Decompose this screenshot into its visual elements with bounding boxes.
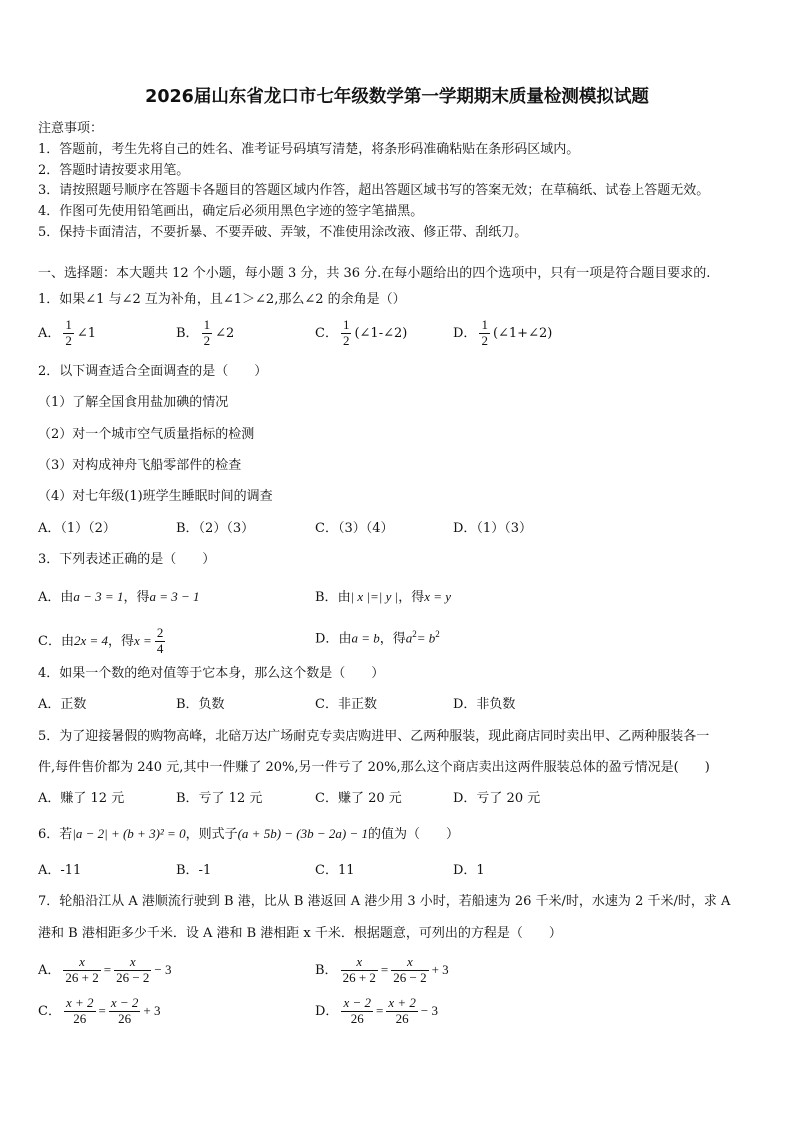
question-4-option-a: A．正数: [38, 697, 87, 712]
section-heading: 一、选择题：本大题共 12 个小题，每小题 3 分，共 36 分.在每小题给出的四个选项中，只有一项是符合题目要求的.: [38, 266, 711, 281]
question-3-option-a: A．由a − 3 = 1，得a = 3 − 1: [38, 589, 200, 605]
question-3-stem: 3．下列表述正确的是（ ）: [38, 552, 216, 567]
question-3-option-b: B．由| x |=| y |，得x = y: [315, 589, 452, 605]
fraction: $\frac{2}{4}$: [156, 625, 164, 656]
question-3-option-c: C．由2x = 4，得x = $\frac{2}{4}$: [38, 625, 164, 656]
math-expression: (a + 5b) − (3b − 2a) − 1: [237, 826, 368, 841]
question-2-item: （2）对一个城市空气质量指标的检测: [38, 427, 255, 442]
question-7-option-b: B． $\frac{x}{26 + 2}$ = $\frac{x}{26 - 2}$ + 3: [315, 954, 449, 985]
fraction: $\frac{x + 2}{26}$: [388, 995, 416, 1026]
question-5-stem-cont: 件,每件售价都为 240 元,其中一件赚了 20%,另一件亏了 20%,那么这个商店卖出这两件服装总体的盈亏情况是( ): [38, 760, 710, 775]
question-2-item: （4）对七年级(1)班学生睡眠时间的调查: [38, 489, 273, 504]
question-4-option-d: D．非负数: [453, 697, 516, 712]
question-2-item: （3）对构成神舟飞船零部件的检查: [38, 458, 242, 473]
fraction: $\frac{1}{2}$: [65, 317, 72, 348]
question-2-option-c: C．（3）（4）: [315, 521, 394, 536]
notice-heading: 注意事项：: [38, 121, 104, 136]
fraction: $\frac{x + 2}{26}$: [65, 995, 94, 1026]
fraction: $\frac{1}{2}$: [203, 317, 211, 348]
question-4-option-b: B．负数: [176, 697, 225, 712]
question-5-option-c: C．赚了 20 元: [315, 791, 402, 806]
question-5-option-b: B．亏了 12 元: [176, 791, 263, 806]
math-expression: a = b: [351, 630, 380, 646]
question-2-option-a: A．（1）（2）: [38, 521, 116, 536]
notice-item: 5．保持卡面清洁，不要折暴、不要弄破、弄皱，不准使用涂改液、修正带、刮纸刀。: [38, 225, 528, 240]
fraction: $\frac{x}{26 - 2}$: [116, 954, 150, 985]
question-1-option-c: C． $\frac{1}{2}$ (∠1-∠2): [315, 317, 408, 348]
question-7-option-a: A． $\frac{x}{26 + 2}$ = $\frac{x}{26 - 2}$ − 3: [38, 954, 172, 985]
question-2-option-b: B．（2）（3）: [176, 521, 255, 536]
question-1-stem: 1．如果∠1 与∠2 互为补角，且∠1＞∠2,那么∠2 的余角是（）: [38, 292, 406, 307]
question-7-option-d: D． $\frac{x - 2}{26}$ = $\frac{x + 2}{26}$ − 3: [315, 995, 438, 1026]
fraction: $\frac{x}{26 - 2}$: [393, 954, 427, 985]
notice-item: 1．答题前，考生先将自己的姓名、准考证号码填写清楚，将条形码准确粘贴在条形码区域内。: [38, 142, 580, 157]
question-5-stem: 5．为了迎接暑假的购物高峰，北碚万达广场耐克专卖店购进甲、乙两种服装，现此商店同时卖出甲、乙两种服装各一: [38, 729, 710, 744]
fraction: $\frac{x}{26 + 2}$: [342, 954, 376, 985]
question-1-option-b: B． $\frac{1}{2}$ ∠2: [176, 317, 235, 348]
question-4-stem: 4．如果一个数的绝对值等于它本身，那么这个数是（ ）: [38, 666, 385, 681]
question-7-stem-cont: 港和 B 港相距多少千米．设 A 港和 B 港相距 x 千米．根据题意，可列出的方程是（ ）: [38, 926, 562, 941]
math-expression: a = 3 − 1: [149, 589, 200, 604]
math-expression: |a − 2| + (b + 3)² = 0: [72, 826, 186, 841]
question-6-option-d: D．1: [453, 863, 485, 878]
question-2-stem: 2．以下调查适合全面调查的是（ ）: [38, 364, 268, 379]
question-6-option-a: A．-11: [38, 863, 82, 878]
fraction: $\frac{x - 2}{26}$: [343, 995, 371, 1026]
question-7-stem: 7．轮船沿江从 A 港顺流行驶到 B 港，比从 B 港返回 A 港少用 3 小时，若船速为 26 千米/时，水速为 2 千米/时，求 A: [38, 894, 731, 909]
question-3-option-d: D．由a = b，得$a^2= b^2$: [315, 629, 440, 647]
fraction: $\frac{x - 2}{26}$: [110, 995, 139, 1026]
math-expression: a − 3 = 1: [73, 589, 124, 604]
math-expression: x = y: [424, 589, 452, 604]
question-2-option-d: D．（1）（3）: [453, 521, 532, 536]
notice-item: 2．答题时请按要求用笔。: [38, 163, 190, 178]
math-expression: | x |=| y |: [350, 589, 399, 604]
question-6-stem: 6．若|a − 2| + (b + 3)² = 0，则式子(a + 5b) − (3b − 2a) − 1的值为（ ）: [38, 826, 460, 842]
notice-item: 4．作图可先使用铅笔画出，确定后必须用黑色字迹的签字笔描黑。: [38, 204, 424, 219]
page-title: 2026届山东省龙口市七年级数学第一学期期末质量检测模拟试题: [145, 87, 649, 107]
question-4-option-c: C．非正数: [315, 697, 377, 712]
question-5-option-a: A．赚了 12 元: [38, 791, 125, 806]
question-6-option-c: C．11: [315, 863, 355, 878]
math-expression: 2x = 4: [73, 632, 109, 648]
question-6-option-b: B．-1: [176, 863, 212, 878]
question-5-option-d: D．亏了 20 元: [453, 791, 541, 806]
fraction: $\frac{1}{2}$: [342, 317, 350, 348]
question-1-option-d: D． $\frac{1}{2}$ (∠1+∠2): [453, 317, 553, 348]
question-1-option-a: A． $\frac{1}{2}$ ∠1: [38, 317, 97, 348]
question-7-option-c: C． $\frac{x + 2}{26}$ = $\frac{x - 2}{26}$ + 3: [38, 995, 161, 1026]
question-2-item: （1）了解全国食用盐加碘的情况: [38, 395, 229, 410]
notice-item: 3．请按照题号顺序在答题卡各题目的答题区域内作答，超出答题区域书写的答案无效；在草稿纸、试卷上答题无效。: [38, 183, 710, 198]
fraction: $\frac{1}{2}$: [481, 317, 488, 348]
fraction: $\frac{x}{26 + 2}$: [65, 954, 99, 985]
